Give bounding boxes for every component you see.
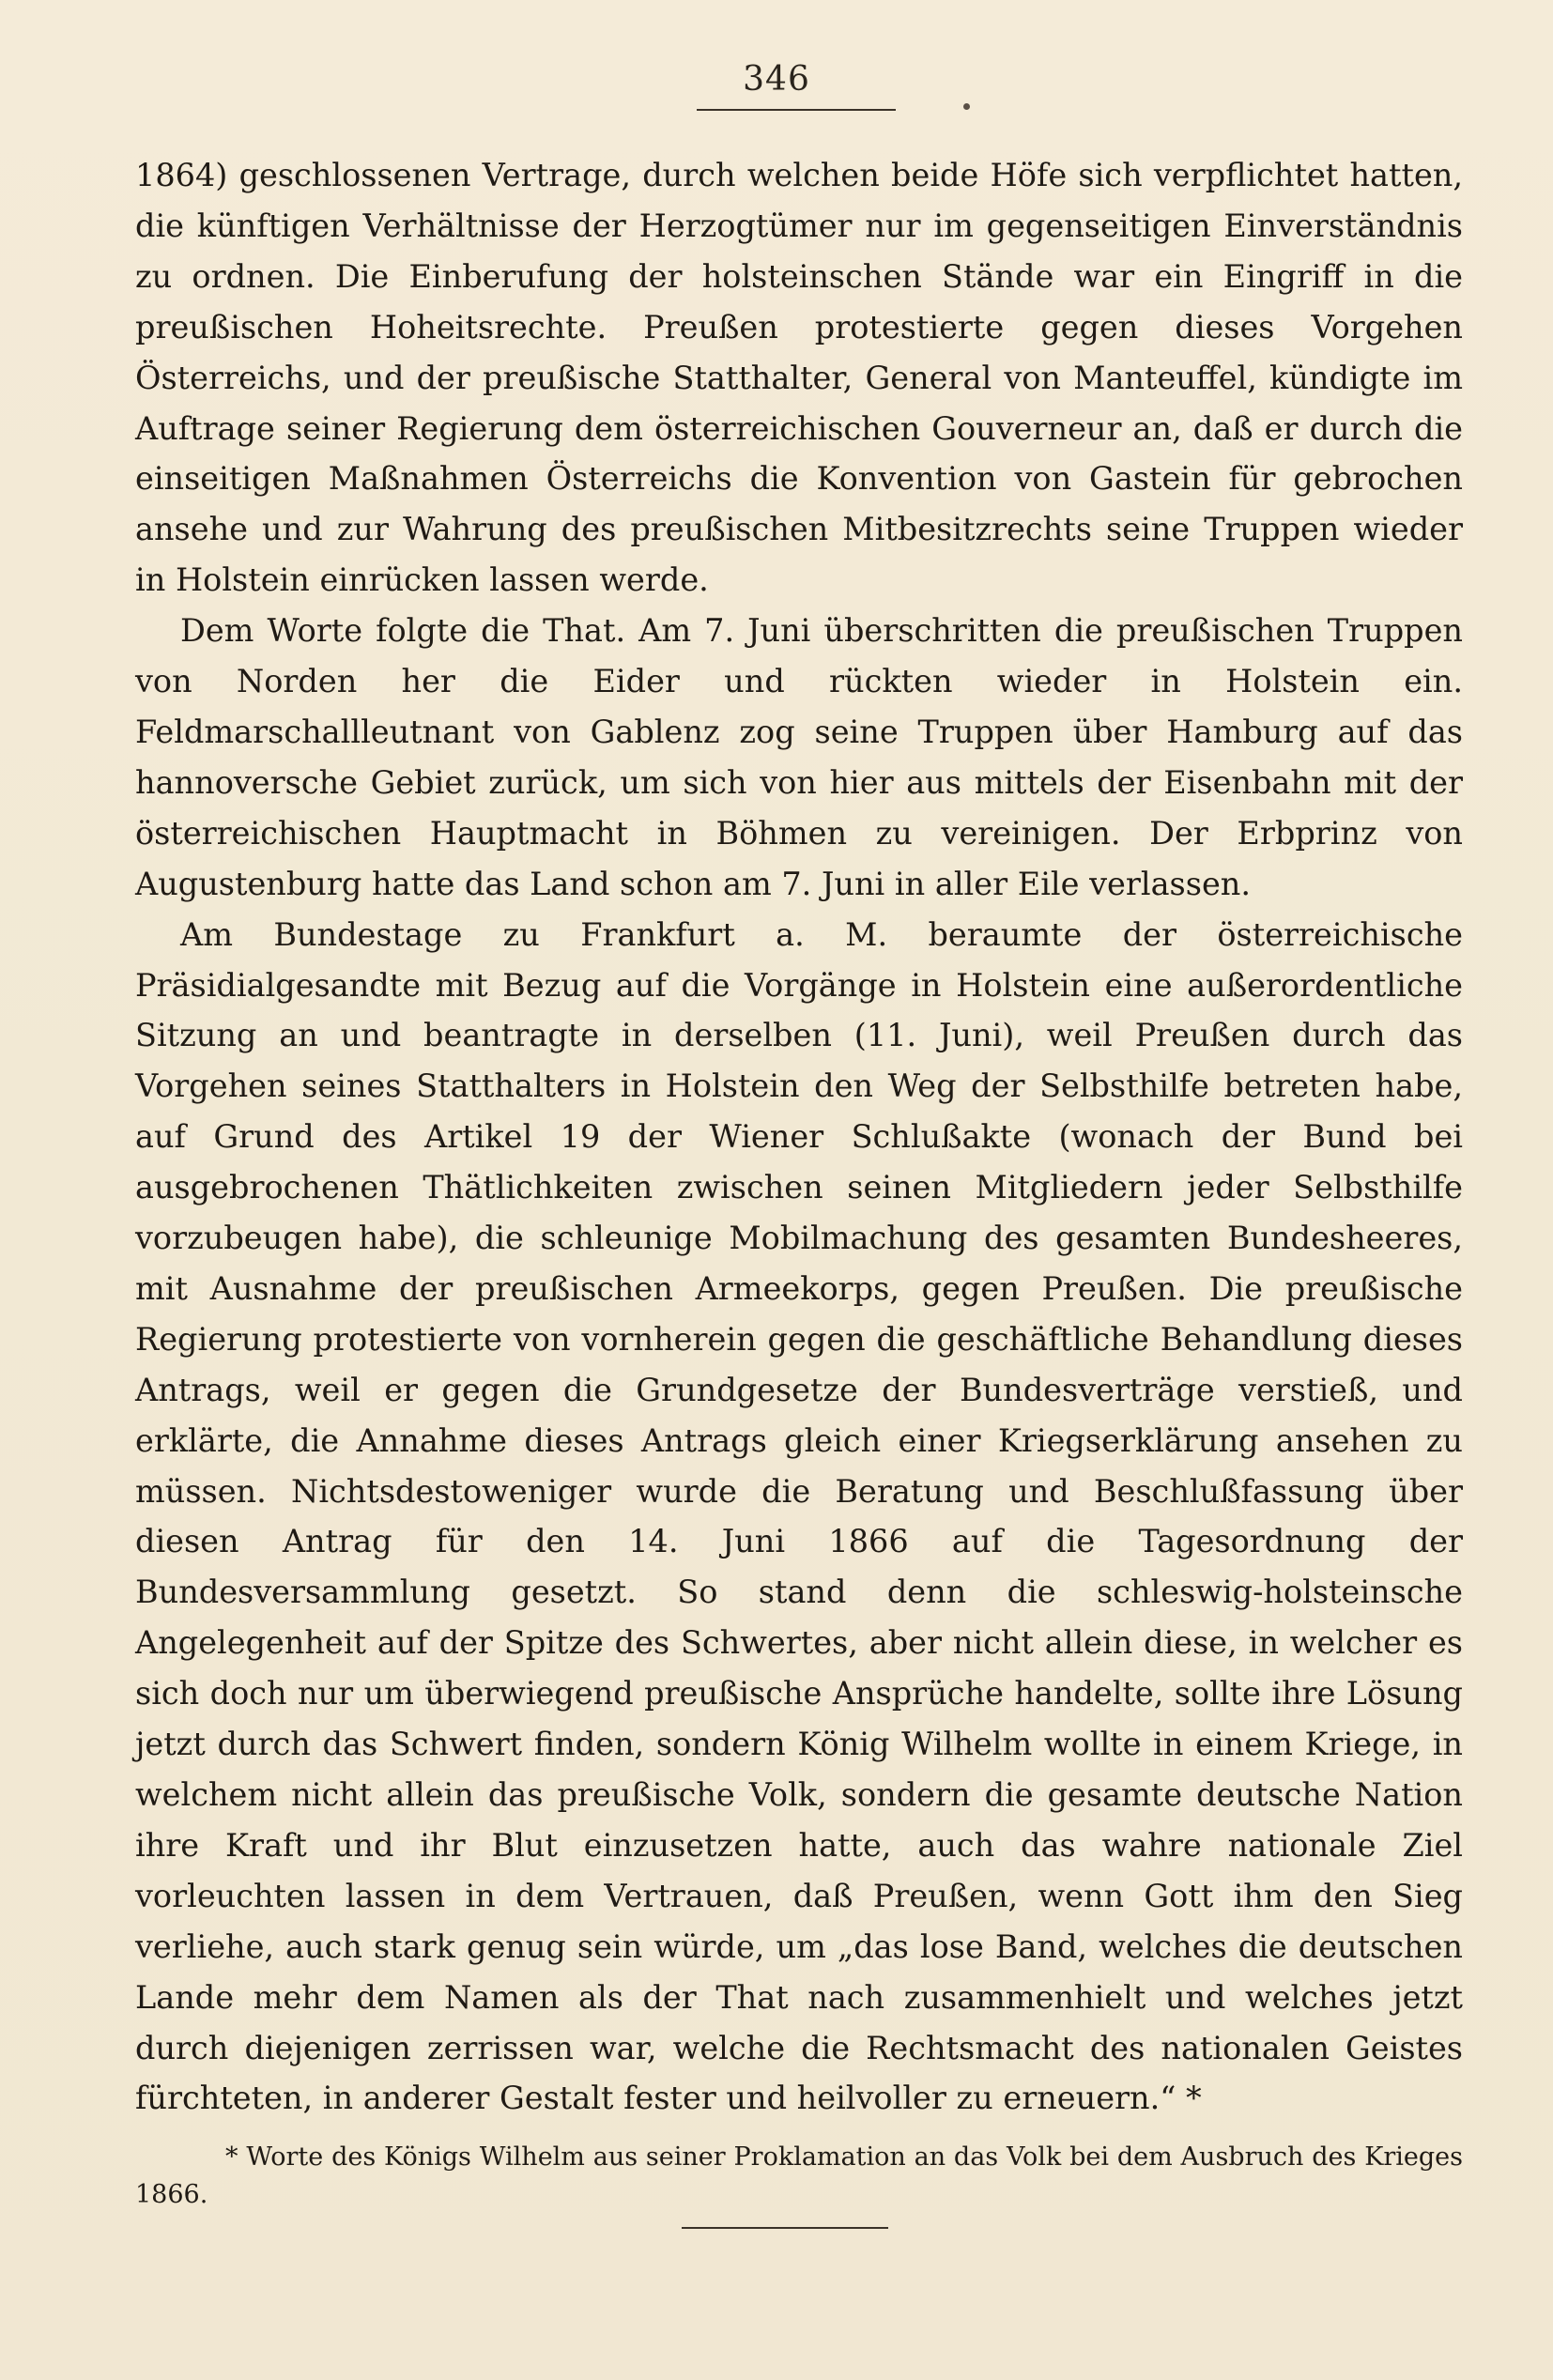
paragraph: Dem Worte folgte die That. Am 7. Juni überschritten die preußischen Truppen von Norden her die Eider und rückten wieder in Holstein ein. Feldmarschallleutnant von Gablenz zog seine Truppen über Hamburg auf das hannoversche Gebiet zurück, um sich von hier aus mittels der Eisenbahn mit der österreichischen Hauptmacht in Böhmen zu vereinigen. Der Erbprinz von Augustenburg hatte das Land schon am 7. Juni in aller Eile verlassen. [135, 612, 1463, 902]
body-text [135, 150, 1463, 2124]
paragraph: Am Bundestage zu Frankfurt a. M. beraumte der österreichische Präsidialgesandte mit Bezug auf die Vorgänge in Holstein eine außerordentliche Sitzung an und beantragte in derselben (11. Juni), weil Preußen durch das Vorgehen seines Statthalters in Holstein den Weg der Selbsthilfe betreten habe, auf Grund des Artikel 19 der Wiener Schlußakte (wonach der Bund bei ausgebrochenen Thätlichkeiten zwischen seinen Mitgliedern jeder Selbsthilfe vorzubeugen habe), die schleunige Mobilmachung des gesamten Bundesheeres, mit Ausnahme der preußischen Armeekorps, gegen Preußen. Die preußische Regierung protestierte von vornherein gegen die geschäftliche Behandlung dieses Antrags, weil er gegen die Grundgesetze der Bundesverträge verstieß, und erklärte, die Annahme dieses Antrags gleich einer Kriegserklärung ansehen zu müssen. Nichtsdestoweniger wurde die Beratung und Beschlußfassung über diesen Antrag für den 14. Juni 1866 auf die Tagesordnung der Bundesversammlung gesetzt. So stand denn die schleswig-holsteinsche Angelegenheit auf der Spitze des Schwertes, aber nicht allein diese, in welcher es sich doch nur um überwiegend preußische Ansprüche handelte, sollte ihre Lösung jetzt durch das Schwert finden, sondern König Wilhelm wollte in einem Kriege, in welchem nicht allein das preußische Volk, sondern die gesamte deutsche Nation ihre Kraft und ihr Blut einzusetzen hatte, auch das wahre nationale Ziel vorleuchten lassen in dem Vertrauen, daß Preußen, wenn Gott ihm den Sieg verliehe, auch stark genug sein würde, um „das lose Band, welches die deutschen Lande mehr dem Namen als der That nach zusammenhielt und welches jetzt durch diejenigen zerrissen war, welche die Rechtsmacht des nationalen Geistes fürchteten, in anderer Gestalt fester und heilvoller zu erneuern.“ * [135, 915, 1463, 2117]
page-number: 346 [743, 60, 810, 99]
header-rule [697, 109, 896, 111]
footer-rule [682, 2227, 888, 2229]
ink-speck [963, 103, 970, 110]
paragraph-continued: 1864) geschlossenen Vertrage, durch welchen beide Höfe sich verpflichtet hatten, die künftigen Verhältnisse der Herzogtümer nur im gegenseitigen Einverständnis zu ordnen. Die Einberufung der holsteinschen Stände war ein Eingriff in die preußischen Hoheitsrechte. Preußen protestierte gegen dieses Vorgehen Österreichs, und der preußische Statthalter, General von Manteuffel, kündigte im Auftrage seiner Regierung dem österreichischen Gouverneur an, daß er durch die einseitigen Maßnahmen Österreichs die Konvention von Gastein für gebrochen ansehe und zur Wahrung des preußischen Mitbesitzrechts seine Truppen wieder in Holstein einrücken lassen werde. [135, 157, 1463, 599]
footnote: * Worte des Königs Wilhelm aus seiner Proklamation an das Volk bei dem Ausbruch des Krieges 1866. [135, 2142, 1463, 2209]
